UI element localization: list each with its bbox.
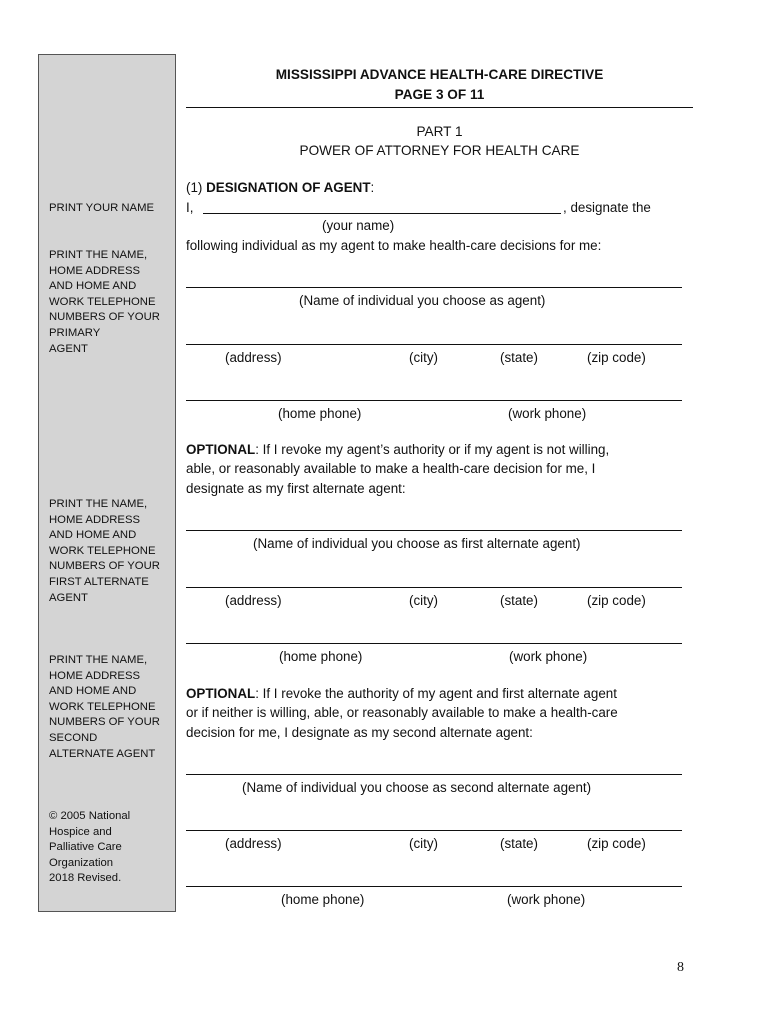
primary-address-caption: (address) [225, 350, 282, 365]
designation-following-text: following individual as my agent to make health-care decisions for me: [186, 238, 602, 253]
second-alternate-optional-paragraph: OPTIONAL: If I revoke the authority of my agent and first alternate agent or if neither is willing, able, or reasonably available to make a health-care decision for me, I designate as my second alternate agent: [186, 686, 618, 740]
your-name-blank[interactable] [203, 213, 561, 214]
sidebar-second-alternate-instructions: PRINT THE NAME, HOME ADDRESS AND HOME AND WORK TELEPHONE NUMBERS OF YOUR SECOND ALTERNATE AGENT [49, 654, 160, 760]
header-divider [186, 107, 693, 108]
primary-agent-name-line[interactable] [186, 287, 682, 288]
sidebar-print-your-name: PRINT YOUR NAME [49, 202, 155, 214]
primary-work-phone-caption: (work phone) [508, 406, 587, 421]
instruction-sidebar [38, 54, 176, 912]
sidebar-copyright: © 2005 National Hospice and Palliative Care Organization 2018 Revised. [49, 810, 131, 885]
first-alternate-name-line[interactable] [186, 530, 682, 531]
first-alternate-state-caption: (state) [500, 593, 538, 608]
page-number: 8 [677, 960, 684, 975]
primary-agent-address-line[interactable] [186, 344, 682, 345]
second-alternate-address-line[interactable] [186, 830, 682, 831]
sidebar-primary-agent-instructions: PRINT THE NAME, HOME ADDRESS AND HOME AND WORK TELEPHONE NUMBERS OF YOUR PRIMARY AGENT [49, 249, 160, 355]
first-alternate-name-caption: (Name of individual you choose as first alternate agent) [253, 536, 581, 551]
second-alternate-city-caption: (city) [409, 836, 439, 851]
primary-state-caption: (state) [500, 350, 538, 365]
sidebar-first-alternate-instructions: PRINT THE NAME, HOME ADDRESS AND HOME AND WORK TELEPHONE NUMBERS OF YOUR FIRST ALTERNATE AGENT [49, 498, 160, 604]
part-label: PART 1 [416, 124, 463, 139]
first-alternate-work-phone-caption: (work phone) [509, 649, 588, 664]
primary-home-phone-caption: (home phone) [278, 406, 362, 421]
primary-zip-caption: (zip code) [587, 350, 646, 365]
designator-prefix: I, [186, 200, 194, 215]
second-alternate-zip-caption: (zip code) [587, 836, 646, 851]
primary-city-caption: (city) [409, 350, 439, 365]
document-title: MISSISSIPPI ADVANCE HEALTH-CARE DIRECTIVE [275, 67, 604, 82]
first-alternate-optional-paragraph: OPTIONAL: If I revoke my agent’s authority or if my agent is not willing, able, or reasonably available to make a health-care decision for me, I designate as my first alternate agent: [186, 442, 610, 496]
second-alternate-name-line[interactable] [186, 774, 682, 775]
second-alternate-state-caption: (state) [500, 836, 538, 851]
page-indicator: PAGE 3 OF 11 [394, 87, 485, 102]
designation-heading: (1) DESIGNATION OF AGENT: [186, 180, 375, 195]
primary-agent-name-caption: (Name of individual you choose as agent) [299, 293, 546, 308]
second-alternate-home-phone-caption: (home phone) [281, 892, 365, 907]
second-alternate-name-caption: (Name of individual you choose as second alternate agent) [242, 780, 592, 795]
second-alternate-work-phone-caption: (work phone) [507, 892, 586, 907]
first-alternate-home-phone-caption: (home phone) [279, 649, 363, 664]
your-name-caption: (your name) [322, 218, 395, 233]
first-alternate-address-caption: (address) [225, 593, 282, 608]
designate-suffix: , designate the [563, 200, 651, 215]
primary-agent-phone-line[interactable] [186, 400, 682, 401]
second-alternate-address-caption: (address) [225, 836, 282, 851]
first-alternate-phone-line[interactable] [186, 643, 682, 644]
first-alternate-zip-caption: (zip code) [587, 593, 646, 608]
second-alternate-phone-line[interactable] [186, 886, 682, 887]
part-title: POWER OF ATTORNEY FOR HEALTH CARE [299, 143, 580, 158]
first-alternate-address-line[interactable] [186, 587, 682, 588]
first-alternate-city-caption: (city) [409, 593, 439, 608]
